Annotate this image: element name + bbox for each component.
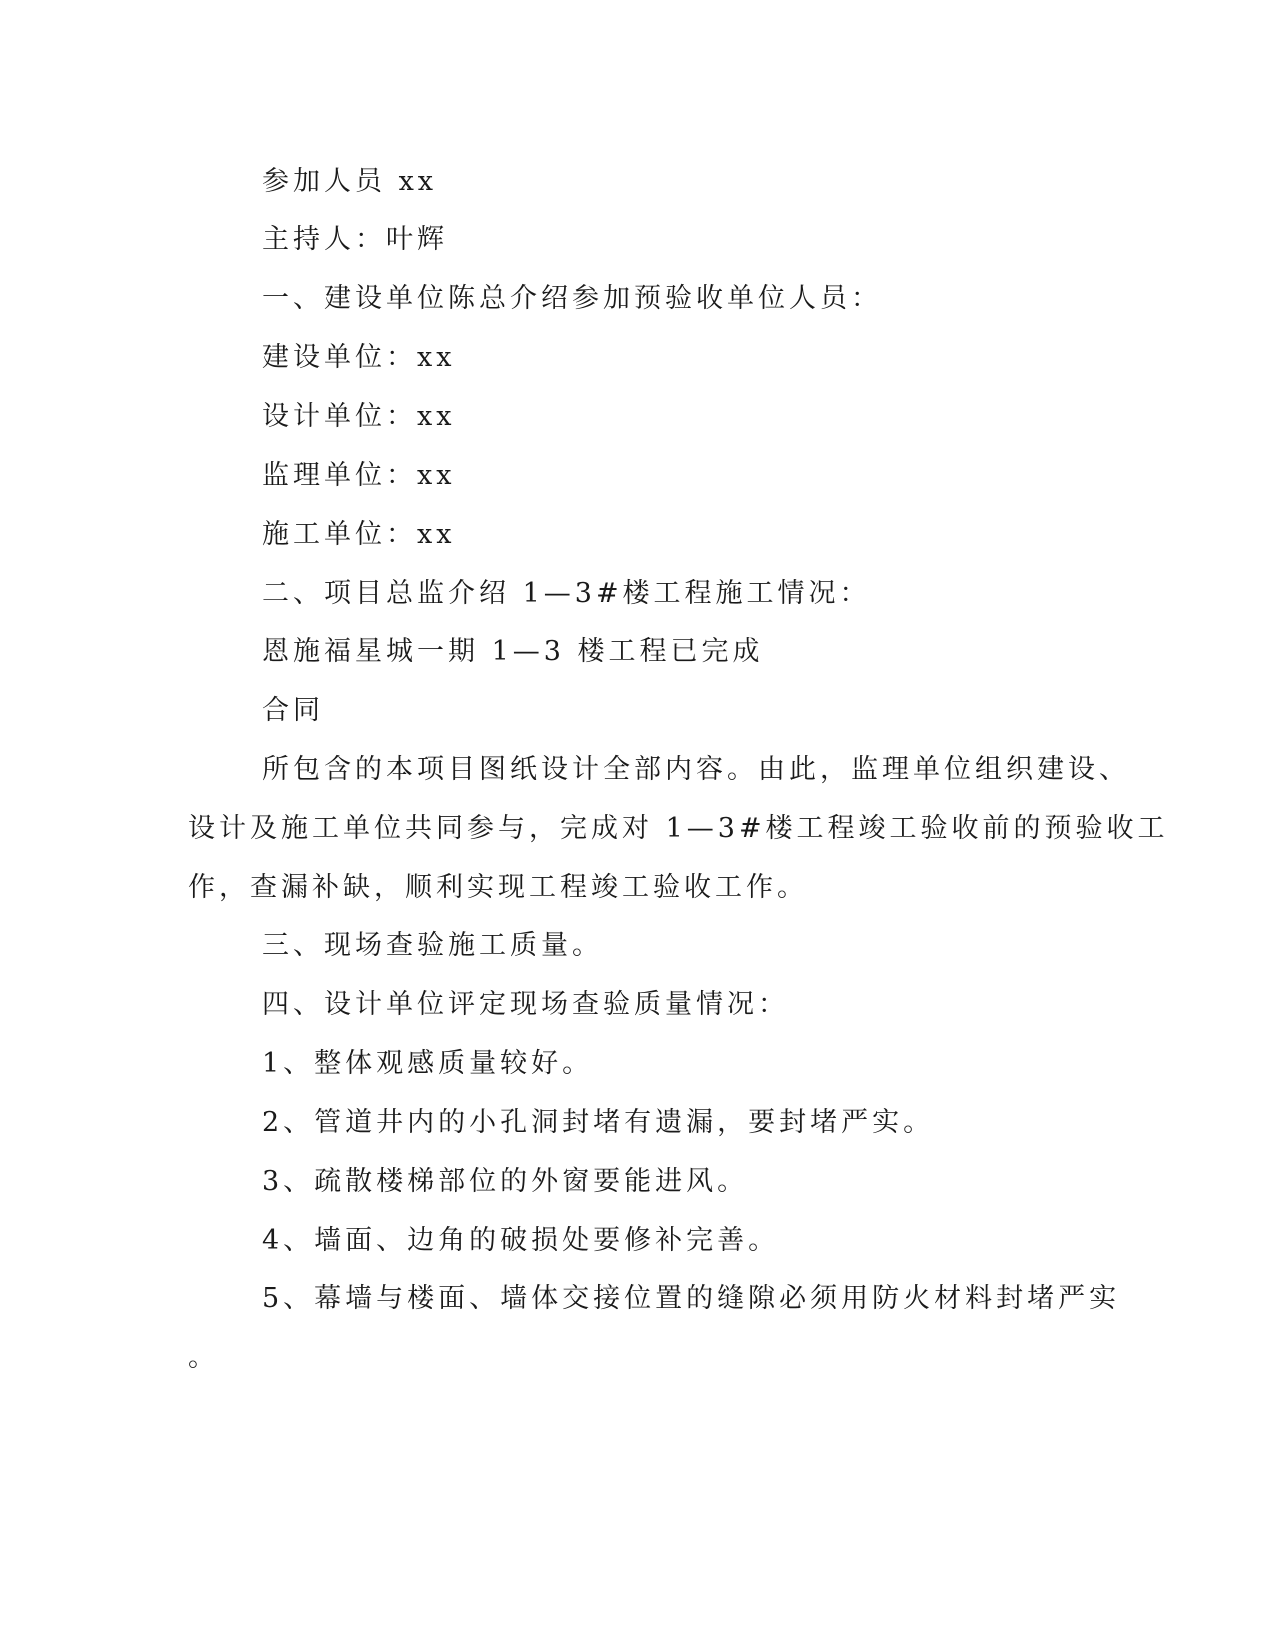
host-line: 主持人：叶辉: [262, 224, 448, 255]
paragraph-line-2: 设计及施工单位共同参与，完成对 1—3#楼工程竣工验收前的预验收工: [188, 813, 1169, 844]
section-2-heading: 二、项目总监介绍 1—3#楼工程施工情况：: [262, 578, 871, 609]
list-item-1: 1、整体观感质量较好。: [262, 1048, 594, 1079]
section-4-heading: 四、设计单位评定现场查验质量情况：: [262, 989, 789, 1020]
project-status-line: 恩施福星城一期 1—3 楼工程已完成: [262, 636, 764, 667]
list-item-5: 5、幕墙与楼面、墙体交接位置的缝隙必须用防火材料封堵严实: [262, 1283, 1121, 1314]
supervision-unit-line: 监理单位：xx: [262, 460, 456, 491]
list-item-4: 4、墙面、边角的破损处要修补完善。: [262, 1225, 780, 1256]
construction-unit-line: 建设单位：xx: [262, 342, 456, 373]
section-3-heading: 三、现场查验施工质量。: [262, 930, 603, 961]
section-1-heading: 一、建设单位陈总介绍参加预验收单位人员：: [262, 283, 882, 314]
design-unit-line: 设计单位：xx: [262, 401, 456, 432]
list-item-5-end: 。: [188, 1342, 219, 1373]
paragraph-line-1: 所包含的本项目图纸设计全部内容。由此，监理单位组织建设、: [262, 754, 1130, 785]
list-item-3: 3、疏散楼梯部位的外窗要能进风。: [262, 1166, 749, 1197]
list-item-2: 2、管道井内的小孔洞封堵有遗漏，要封堵严实。: [262, 1107, 935, 1138]
paragraph-line-3: 作，查漏补缺，顺利实现工程竣工验收工作。: [188, 872, 808, 903]
contract-line: 合同: [262, 695, 324, 726]
builder-unit-line: 施工单位：xx: [262, 519, 456, 550]
participants-line: 参加人员 xx: [262, 166, 438, 197]
